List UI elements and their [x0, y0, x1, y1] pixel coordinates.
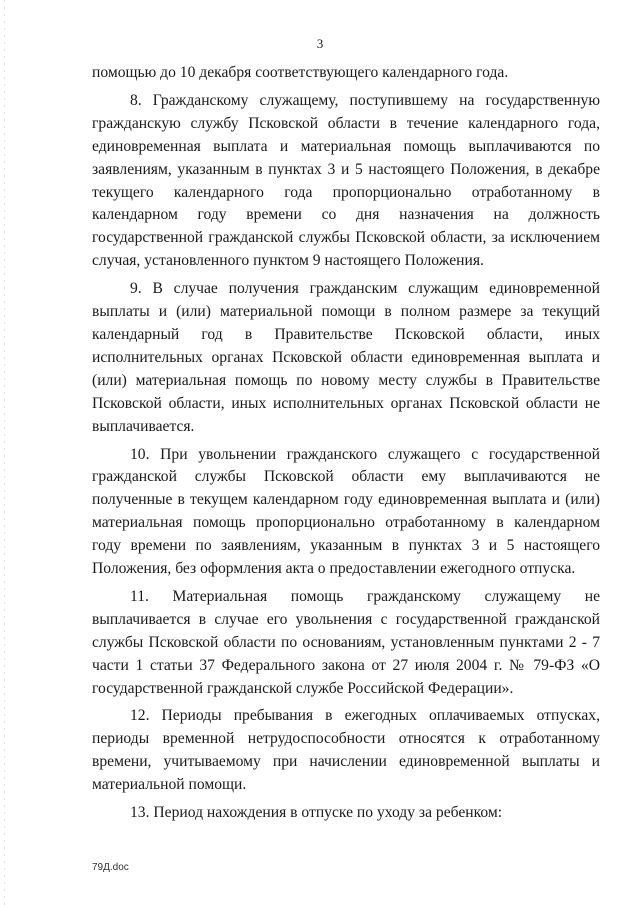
page-number: 3 [316, 36, 324, 51]
scan-edge-artifact [4, 0, 5, 905]
paragraph-item-8: 8. Гражданскому служащему, поступившему на государственную гражданскую службу Псковской области в течение календарного года, единовременная выплата и материальная помощь выплачиваются по заявлениям, указанным в пунктах 3 и 5 настоящего Положения, в декабре текущего календарного года пропорционально отработанному в календарном году времени со дня назначения на должность государственной гражданской службы Псковской области, за исключением случая, установленного пунктом 9 настоящего Положения. [92, 91, 600, 270]
document-body [92, 62, 600, 825]
paragraph-item-10: 10. При увольнении гражданского служащего с государственной гражданской службы Псковской области ему выплачиваются не полученные в текущем календарном году единовременная выплата и (или) материальная помощь пропорционально отработанному в календарном году времени по заявлениям, указанным в пунктах 3 и 5 настоящего Положения, без оформления акта о предоставлении ежегодного отпуска. [92, 445, 600, 578]
paragraph-item-11: 11. Материальная помощь гражданскому служащему не выплачивается в случае его увольнения с государственной гражданской службы Псковской области по основаниям, установленным пунктами 2 - 7 части 1 статьи 37 Федерального закона от 27 июля 2004 г. № 79-ФЗ «О государственной гражданской службе Российской Федерации». [92, 587, 600, 697]
paragraph-item-13: 13. Период нахождения в отпуске по уходу за ребенком: [130, 804, 503, 822]
paragraph-continuation: помощью до 10 декабря соответствующего календарного года. [92, 64, 509, 81]
paragraph-item-9: 9. В случае получения гражданским служащим единовременной выплаты и (или) материальной помощи в полном размере за текущий календарный год в Правительстве Псковской области, иных исполнительных органах Псковской области единовременная выплата и (или) материальная помощь по новому месту службы в Правительстве Псковской области, иных исполнительных органах Псковской области не выплачивается. [92, 280, 600, 435]
paragraph-item-12: 12. Периоды пребывания в ежегодных оплачиваемых отпусках, периоды временной нетрудоспособности относятся к отработанному времени, учитываемому при начислении единовременной выплаты и материальной помощи. [92, 707, 600, 794]
footer-filename: 79Д.doc [92, 862, 129, 873]
